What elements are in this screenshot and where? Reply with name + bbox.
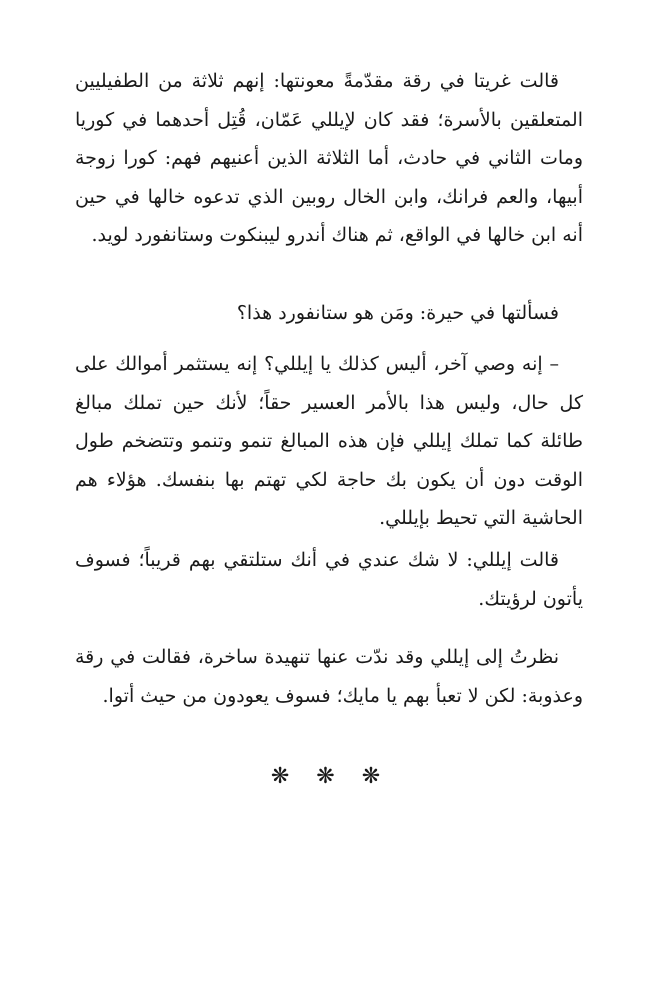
separator-asterisk-icon: ❋ (316, 764, 335, 789)
paragraph-1-container (75, 62, 583, 255)
paragraph-5: نظرتُ إلى إيللي وقد ندّت عنها تنهيدة ساخرة، فقالت في رقة وعذوبة: لكن لا تعبأ بهم يا مايك؛ فسوف يعودون من حيث أتوا. (75, 646, 583, 707)
section-separator (0, 764, 651, 789)
paragraph-3-container (75, 345, 583, 538)
paragraph-2-container (75, 294, 583, 333)
paragraph-5-container (75, 638, 583, 715)
paragraph-4-container (75, 541, 583, 618)
separator-asterisk-icon: ❋ (361, 764, 381, 789)
paragraph-2: فسألتها في حيرة: ومَن هو ستانفورد هذا؟ (236, 302, 559, 324)
paragraph-1: قالت غريتا في رقة مقدّمةً معونتها: إنهم ثلاثة من الطفيليين المتعلقين بالأسرة؛ فقد كان لإيللي عَمّان، قُتِل أحدهما في كوريا ومات الثاني في حادث، أما الثلاثة الذين أعنيهم فهم: كورا زوجة أبيها، والعم فرانك، وابن الخال روبين الذي تدعوه خالها في حين أنه ابن خالها في الواقع، ثم هناك أندرو ليبنكوت وستانفورد لويد. (75, 70, 583, 246)
paragraph-3: – إنه وصي آخر، أليس كذلك يا إيللي؟ إنه يستثمر أموالك على كل حال، وليس هذا بالأمر العسير حقاً؛ لأنك حين تملك مبالغ طائلة كما تملك إيللي فإن هذه المبالغ تنمو وتنمو وتتضخم طول الوقت دون أن يكون بك حاجة لكي تهتم بها بنفسك. هؤلاء هم الحاشية التي تحيط بإيللي. (75, 353, 583, 529)
paragraph-4: قالت إيللي: لا شك عندي في أنك ستلتقي بهم قريباً؛ فسوف يأتون لرؤيتك. (75, 549, 583, 610)
separator-asterisk-icon: ❋ (270, 764, 290, 789)
